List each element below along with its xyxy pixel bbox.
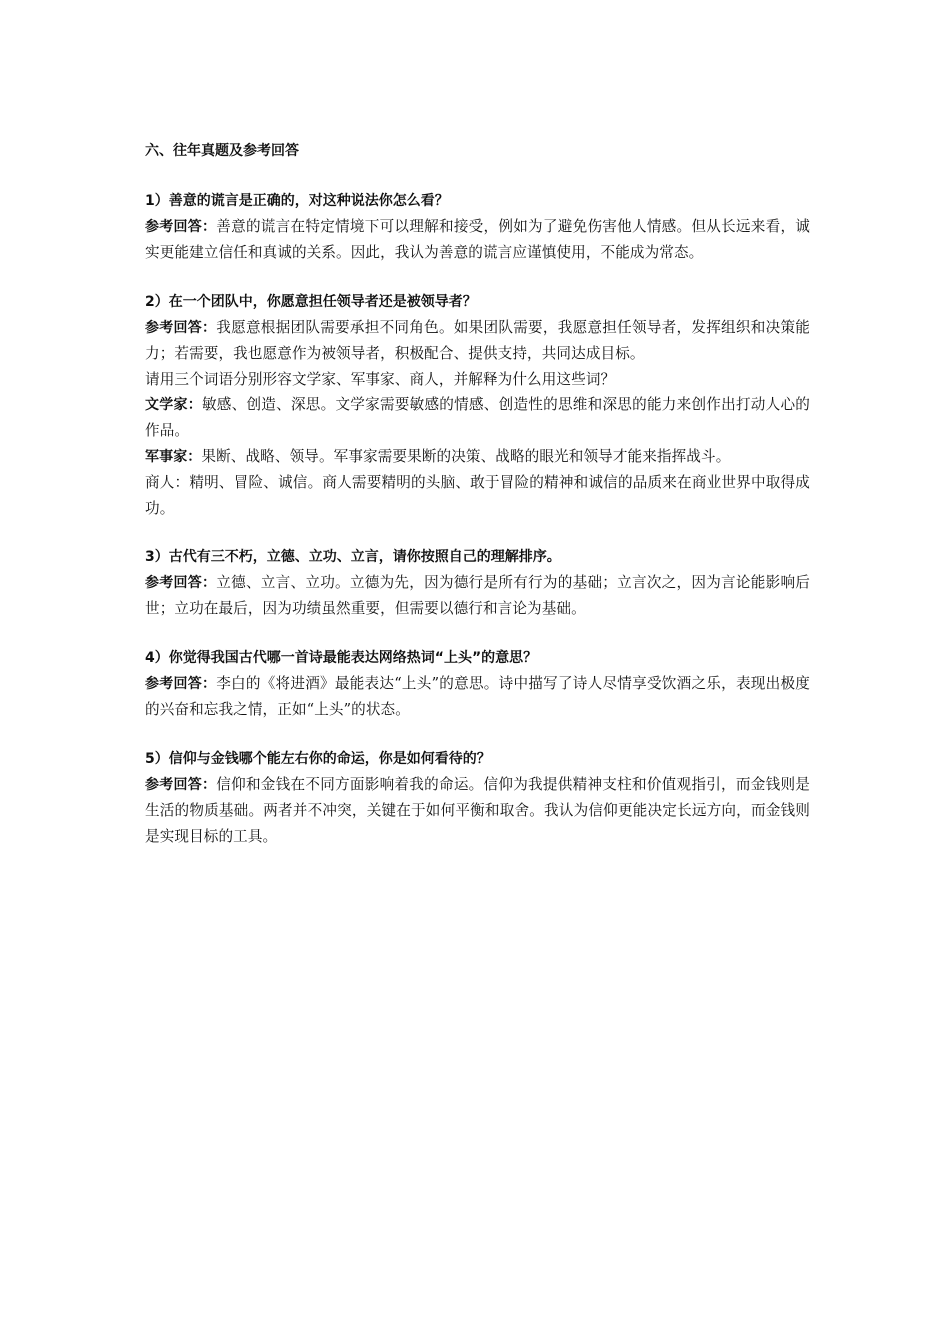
answer-label: 参考回答： [145,319,217,336]
answer-3 [145,570,810,622]
qa-item-5 [145,747,810,849]
merchant-paragraph: 商人：精明、冒险、诚信。商人需要精明的头脑、敢于冒险的精神和诚信的品质来在商业世界中取得成功。 [145,474,810,517]
answer-text: 立德、立言、立功。立德为先，因为德行是所有行为的基础；立言次之，因为言论能影响后世；立功在最后，因为功绩虽然重要，但需要以德行和言论为基础。 [145,574,810,618]
section-title: 六、往年真题及参考回答 [145,143,299,159]
extra-question: 请用三个词语分别形容文学家、军事家、商人，并解释为什么用这些词？ [145,370,616,388]
question-2: 2）在一个团队中，你愿意担任领导者还是被领导者？ [145,293,477,310]
answer-label: 参考回答： [145,219,217,235]
writer-text: 敏感、创造、深思。文学家需要敏感的情感、创造性的思维和深思的能力来创作出打动人心的作品。 [145,396,810,440]
document-page [145,139,810,873]
answer-label: 参考回答： [145,776,217,793]
answer-text: 善意的谎言在特定情境下可以理解和接受，例如为了避免伤害他人情感。但从长远来看，诚实更能建立信任和真诚的关系。因此，我认为善意的谎言应谨慎使用，不能成为常态。 [145,218,810,262]
question-1: 1）善意的谎言是正确的，对这种说法你怎么看？ [145,193,449,209]
answer-label: 参考回答： [145,575,217,592]
writer-paragraph [145,392,810,444]
military-text: 果断、战略、领导。军事家需要果断的决策、战略的眼光和领导才能来指挥战斗。 [201,447,731,465]
military-paragraph [145,444,810,470]
qa-item-3 [145,545,810,622]
writer-label: 文学家： [145,397,202,414]
question-5: 5）信仰与金钱哪个能左右你的命运，你是如何看待的？ [145,750,491,767]
answer-5 [145,772,810,849]
question-4: 4）你觉得我国古代哪一首诗最能表达网络热词“上头”的意思？ [145,649,538,666]
qa-item-2 [145,290,810,521]
military-label: 军事家： [145,448,202,465]
answer-text: 李白的《将进酒》最能表达“上头”的意思。诗中描写了诗人尽情享受饮酒之乐，表现出极度的兴奋和忘我之情，正如“上头”的状态。 [145,674,810,719]
qa-item-4 [145,646,810,723]
answer-4 [145,671,810,723]
question-3: 3）古代有三不朽，立德、立功、立言，请你按照自己的理解排序。 [145,549,561,566]
answer-text: 信仰和金钱在不同方面影响着我的命运。信仰为我提供精神支柱和价值观指引，而金钱则是生活的物质基础。两者并不冲突，关键在于如何平衡和取舍。我认为信仰更能决定长远方向，而金钱则是实现目标的工具。 [145,775,810,845]
answer-label: 参考回答： [145,675,217,692]
answer-text: 我愿意根据团队需要承担不同角色。如果团队需要，我愿意担任领导者，发挥组织和决策能力；若需要，我也愿意作为被领导者，积极配合、提供支持，共同达成目标。 [145,318,810,363]
qa-item-1 [145,189,810,266]
answer-1 [145,214,810,266]
answer-2 [145,315,810,367]
